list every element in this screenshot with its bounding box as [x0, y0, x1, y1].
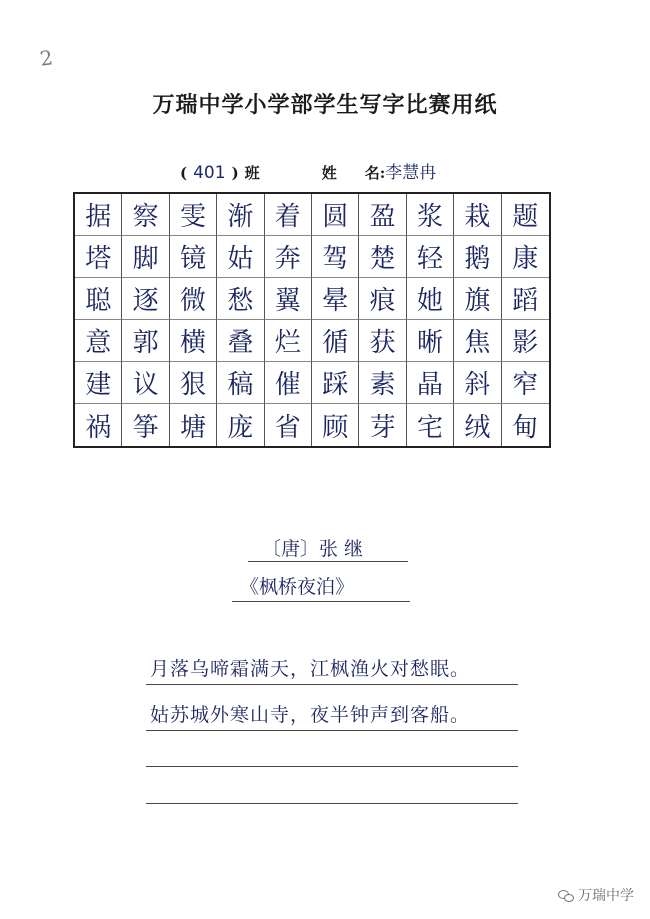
grid-cell: 绒	[454, 404, 501, 446]
grid-cell: 祸	[75, 404, 122, 446]
grid-cell: 焦	[454, 320, 501, 362]
grid-cell: 塘	[170, 404, 217, 446]
grid-cell: 驾	[312, 236, 359, 278]
title-underline	[232, 601, 410, 602]
author-underline	[248, 561, 408, 562]
grid-cell: 塔	[75, 236, 122, 278]
grid-cell: 蹈	[502, 278, 549, 320]
grid-cell: 雯	[170, 194, 217, 236]
grid-cell: 盈	[359, 194, 406, 236]
grid-cell: 庞	[217, 404, 264, 446]
grid-cell: 愁	[217, 278, 264, 320]
grid-cell: 芽	[359, 404, 406, 446]
poem-line-2: 姑苏城外寒山寺，夜半钟声到客船。	[150, 704, 471, 726]
grid-cell: 叠	[217, 320, 264, 362]
wechat-icon	[558, 889, 574, 902]
grid-cell: 着	[265, 194, 312, 236]
grid-cell: 斜	[454, 362, 501, 404]
grid-cell: 轻	[407, 236, 454, 278]
grid-cell: 姑	[217, 236, 264, 278]
grid-cell: 烂	[265, 320, 312, 362]
poem-line-1: 月落乌啼霜满天，江枫渔火对愁眠。	[150, 658, 471, 680]
grid-cell: 圆	[312, 194, 359, 236]
writing-line	[146, 730, 518, 731]
grid-cell: 康	[502, 236, 549, 278]
grid-cell: 她	[407, 278, 454, 320]
grid-cell: 建	[75, 362, 122, 404]
grid-cell: 聪	[75, 278, 122, 320]
grid-cell: 晶	[407, 362, 454, 404]
grid-cell: 奔	[265, 236, 312, 278]
grid-cell: 甸	[512, 412, 539, 443]
grid-cell: 狠	[170, 362, 217, 404]
grid-cell: 素	[359, 362, 406, 404]
surname-label: 姓	[321, 164, 337, 182]
grid-cell: 微	[170, 278, 217, 320]
grid-cell: 楚	[359, 236, 406, 278]
watermark-text: 万瑞中学	[578, 888, 634, 904]
poem-title: 《枫桥夜泊》	[240, 576, 355, 598]
grid-cell: 意	[75, 320, 122, 362]
class-label: 班	[244, 164, 260, 182]
grid-cell: 翼	[265, 278, 312, 320]
grid-cell: 镜	[170, 236, 217, 278]
poem-author: 〔唐〕张 继	[262, 538, 364, 560]
grid-cell: 察	[122, 194, 169, 236]
grid-cell: 横	[170, 320, 217, 362]
writing-line	[146, 766, 518, 767]
grid-cell: 晕	[312, 278, 359, 320]
writing-line	[146, 803, 518, 804]
student-name: 李慧冉	[385, 163, 437, 183]
grid-cell: 踩	[312, 362, 359, 404]
grid-cell: 题	[502, 194, 549, 236]
grid-cell: 鹅	[454, 236, 501, 278]
class-close-paren: )	[231, 164, 239, 182]
student-info	[180, 158, 436, 183]
grid-cell: 据	[75, 194, 122, 236]
character-grid	[73, 192, 551, 448]
grid-cell: 窄	[502, 362, 549, 404]
grid-cell: 晰	[407, 320, 454, 362]
grid-cell: 浆	[407, 194, 454, 236]
grid-cell: 循	[312, 320, 359, 362]
grid-cell: 议	[122, 362, 169, 404]
grid-cell: 筝	[122, 404, 169, 446]
watermark	[558, 885, 634, 905]
name-label: 名:	[364, 164, 386, 182]
grid-cell: 顾	[312, 404, 359, 446]
writing-line	[146, 684, 518, 685]
grid-cell: 省	[265, 404, 312, 446]
grid-cell: 脚	[122, 236, 169, 278]
grid-cell: 逐	[122, 278, 169, 320]
grid-cell: 宅	[407, 404, 454, 446]
class-number: 401	[193, 163, 226, 183]
corner-mark: 2	[38, 45, 55, 71]
grid-cell: 渐	[217, 194, 264, 236]
grid-cell: 痕	[359, 278, 406, 320]
grid-cell: 旗	[454, 278, 501, 320]
grid-cell: 获	[359, 320, 406, 362]
grid-cell: 栽	[454, 194, 501, 236]
grid-cell: 影	[502, 320, 549, 362]
grid-cell: 催	[265, 362, 312, 404]
grid-cell: 稿	[217, 362, 264, 404]
class-open-paren: (	[180, 164, 188, 182]
sheet-title: 万瑞中学小学部学生写字比赛用纸	[152, 92, 498, 118]
grid-cell: 郭	[122, 320, 169, 362]
